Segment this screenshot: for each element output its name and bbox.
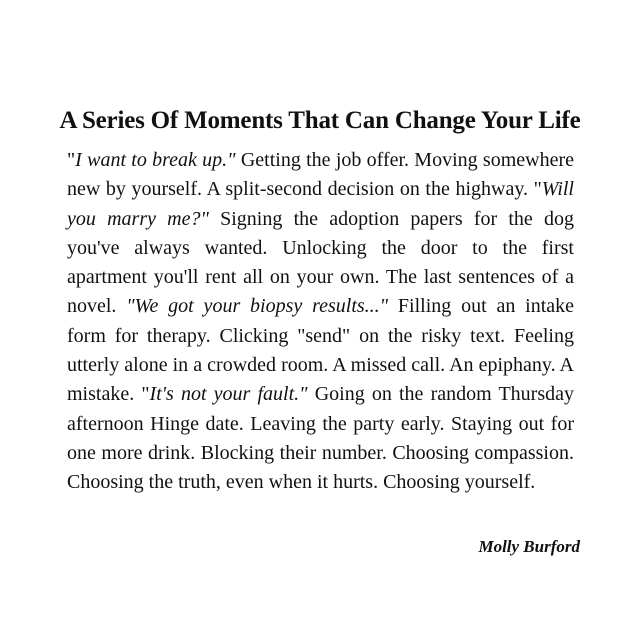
passage-quote-italic: Will you marry me?" [67,178,574,230]
passage-segment: Signing the adoption papers for the dog you've always wanted. Unlocking the door to the first apartment you'll rent all on your own. The last sentences of a novel. [67,207,574,318]
passage-segment: " [67,149,76,171]
page-title: A Series Of Moments That Can Change Your Life [59,107,581,134]
passage-quote-italic: I want to break up." [75,149,236,171]
passage-quote-italic: "We got your biopsy results..." [126,295,389,318]
passage-segment: Filling out an intake form for therapy. Clicking "send" on the risky text. Feeling utterly alone in a crowded room. A missed call. An epiphany. A mistake. " [67,295,575,406]
passage-quote-italic: It's not your fault." [149,383,308,406]
passage-segment: Getting the job offer. Moving somewhere new by yourself. A split-second decision on the highway. " [67,149,574,201]
author-signature: Molly Burford [478,537,580,556]
passage-text [67,146,574,498]
passage-segment: Going on the random Thursday afternoon Hinge date. Leaving the party early. Staying out for one more drink. Blocking their number. Choosing compassion. Choosing the truth, even when it hurts. Choosing yourself. [67,383,575,494]
